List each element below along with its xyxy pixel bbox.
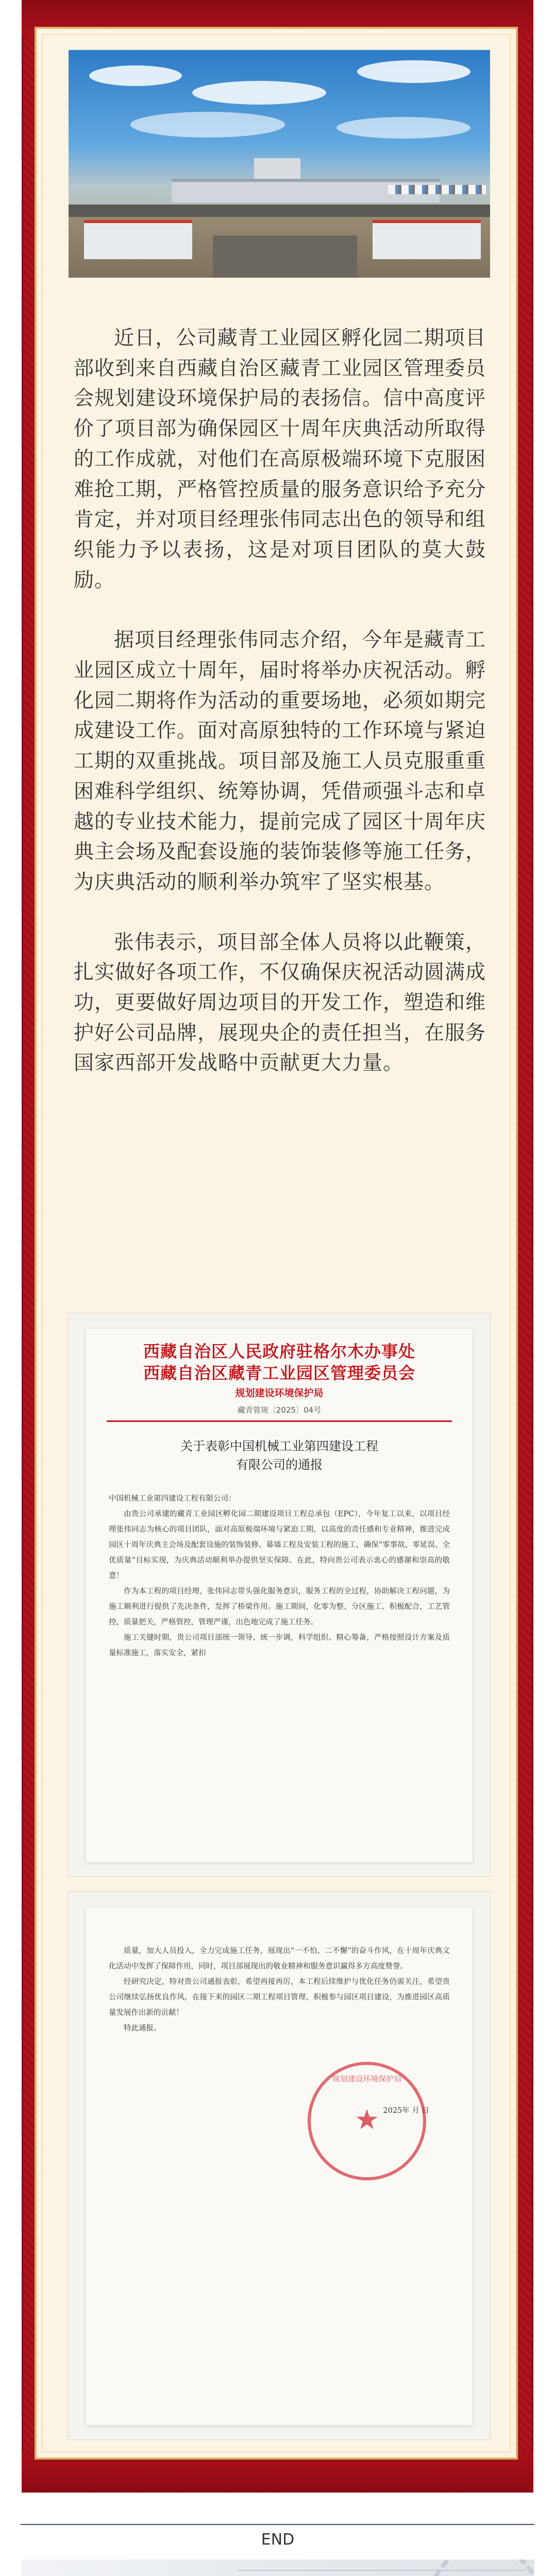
left-building: [84, 220, 192, 259]
document-salutation: 中国机械工业第四建设工程有限公司：: [109, 1495, 236, 1503]
plaza: [213, 235, 357, 278]
end-label: END: [261, 2531, 295, 2549]
cloud-shape: [337, 117, 470, 139]
parked-vehicles: [388, 185, 486, 194]
document-paragraph: 经研究决定，特对贵公司通报表彰，希望再接再厉，本工程后续维护与优化任务仍需关注，希望贵公司继续弘扬优良作风，在接下来的园区二期工程项目管理、积极参与园区项目建设，为推进园区高质量发展作出新的贡献！: [109, 1978, 450, 2017]
article-paragraph: 据项目经理张伟同志介绍，今年是藏青工业园区成立十周年，届时将举办庆祝活动。孵化园二期将作为活动的重要场地，必须如期完成建设工作。面对高原独特的工作环境与紧迫工期的双重挑战。项目部及施工人员克服重重困难科学组织、统筹协调，凭借顽强斗志和卓越的专业技术能力，提前完成了园区十周年庆典主会场及配套设施的装饰装修等施工任务，为庆典活动的顺利举办筑牢了坚实根基。: [74, 629, 486, 894]
cloud-shape: [130, 112, 285, 138]
seal-star-icon: ★: [354, 2103, 380, 2136]
article-body: [74, 324, 486, 1109]
document-date: 2025年 月 日: [383, 2107, 429, 2115]
cloud-shape: [357, 60, 470, 83]
slogan-banner: [21, 2560, 534, 2576]
gear-icon: [428, 2560, 534, 2576]
construction-site-photo: [69, 50, 490, 278]
right-building: [373, 220, 481, 259]
document-body: [86, 1491, 473, 1661]
official-seal-stamp: [308, 2062, 426, 2180]
seal-text: 规划建设环境保护局: [332, 2074, 402, 2083]
official-document-image-2: [69, 1892, 490, 2439]
document-closing: 特此通报。: [124, 2024, 161, 2032]
document-paragraph: 由贵公司承建的藏青工业园区孵化园二期建设项目工程总承包（EPC），今年复工以来，以项目经理张伟同志为核心的项目团队，面对高原极端环境与紧迫工期，以高度的责任感和专业精神，推进完成园区十周年庆典主会场及配套设施的装饰装修、幕墙工程及安装工程的施工，确保“零事故、零延误、全优质量”目标实现，为庆典活动顺利举办提供坚实保障。在此，特向贵公司表示衷心的感谢和崇高的敬意！: [109, 1510, 450, 1580]
document-issuer-sub: 规划建设环境保护局: [235, 1387, 324, 1399]
document-issuer-line-2: 西藏自治区藏青工业园区管理委员会: [143, 1363, 415, 1383]
document-paper: [86, 1907, 473, 2425]
document-issuer-line-1: 西藏自治区人民政府驻格尔木办事处: [143, 1342, 415, 1361]
document-red-divider: [107, 1420, 452, 1422]
document-paragraph: 质量，加大人员投入，全力完成施工任务，展现出“一不怕、二不懈”的奋斗作风，在十周年庆典文化活动中发挥了保障作用，同时，项目部展现出的敬业精神和服务意识赢得多方高度赞誉。: [109, 1947, 450, 1971]
document-paragraph: 作为本工程的项目经理，张伟同志带头强化服务意识，服务工程的全过程，协助解决工程问题，为施工顺利进行提供了先决条件，发挥了桥梁作用。施工期间，化零为整、分区施工、积极配合，工艺管控，质量把关，严格管控，管理严谨，出色地完成了施工任务。: [109, 1587, 450, 1626]
cloud-shape: [192, 81, 326, 105]
article-paragraph: 近日，公司藏青工业园区孵化园二期项目部收到来自西藏自治区藏青工业园区管理委员会规划建设环境保护局的表扬信。信中高度评价了项目部为确保园区十周年庆典活动所取得的工作成就，对他们在高原极端环境下克服困难抢工期，严格管控质量的服务意识给予充分肯定，并对项目经理张伟同志出色的领导和组织能力予以表扬，这是对项目团队的莫大鼓励。: [74, 327, 486, 592]
document-title-line-1: 关于表彰中国机械工业第四建设工程: [180, 1439, 378, 1453]
article-paragraph: 张伟表示，项目部全体人员将以此鞭策，扎实做好各项工作，不仅确保庆祝活动圆满成功，更要做好周边项目的开发工作，塑造和维护好公司品牌，展现央企的责任担当，在服务国家西部开发战略中贡献更大力量。: [74, 930, 486, 1075]
document-title-line-2: 有限公司的通报: [236, 1458, 323, 1472]
official-document-image-1: [69, 1313, 490, 1876]
document-reference-number: 藏青管规〔2025〕04号: [237, 1405, 322, 1415]
document-paragraph: 施工关键时期，贵公司项目部统一领导、统一步调，科学组织、精心筹备，严格按照设计方案及质量标准施工，落实安全，紧扣: [109, 1634, 450, 1657]
cloud-shape: [89, 65, 182, 86]
banner-slogan: [36, 2571, 234, 2576]
road: [69, 205, 490, 217]
document-paper: [86, 1329, 473, 1862]
end-divider: [21, 2524, 534, 2525]
